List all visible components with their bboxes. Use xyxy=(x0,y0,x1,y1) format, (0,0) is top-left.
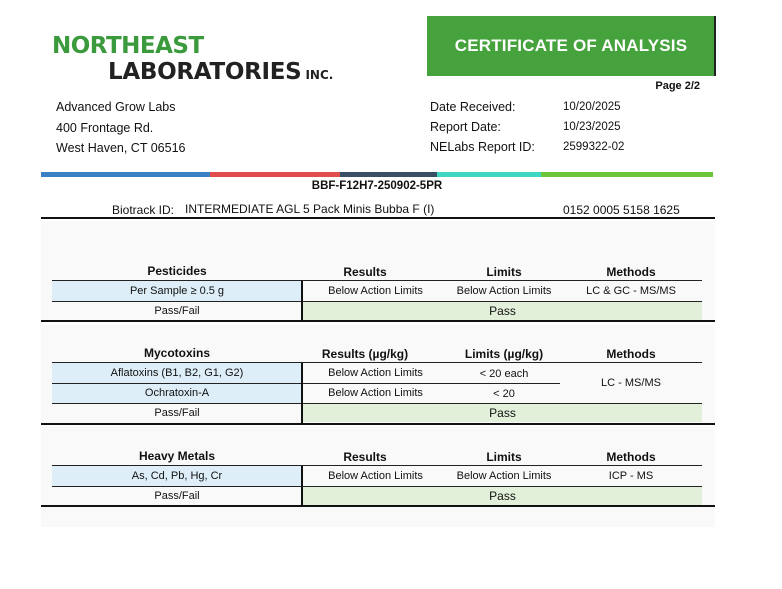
pesticides-header: Pesticides xyxy=(147,264,207,278)
pesticides-methods-header: Methods xyxy=(606,265,656,279)
product-name: INTERMEDIATE AGL 5 Pack Minis Bubba F (I) xyxy=(185,202,435,216)
pesticides-limit: Below Action Limits xyxy=(456,285,552,297)
color-bar-red xyxy=(210,172,340,177)
pesticides-pass-value: Pass xyxy=(489,304,516,318)
heavy-metals-method: ICP - MS xyxy=(608,470,654,482)
heavy-metals-pass-value: Pass xyxy=(489,489,516,503)
pesticides-pass-label: Pass/Fail xyxy=(154,305,200,317)
heavy-metals-pass-label: Pass/Fail xyxy=(154,490,200,502)
mycotoxin-aflatoxins-limit: < 20 each xyxy=(479,368,529,380)
logo-line2-text: LABORATORIES xyxy=(108,59,302,85)
column-divider xyxy=(301,363,303,423)
client-name: Advanced Grow Labs xyxy=(56,100,176,114)
report-id-label: NELabs Report ID: xyxy=(430,140,535,154)
sample-id: BBF-F12H7-250902-5PR xyxy=(311,180,443,192)
title-edge xyxy=(714,16,716,76)
certificate-title: CERTIFICATE OF ANALYSIS xyxy=(427,16,715,76)
logo-line1: NORTHEAST xyxy=(52,33,204,59)
color-bar-green xyxy=(541,172,713,177)
mycotoxin-aflatoxins-result: Below Action Limits xyxy=(328,367,423,379)
heavy-metals-limit: Below Action Limits xyxy=(456,470,552,482)
column-divider xyxy=(301,281,303,321)
pesticides-method: LC & GC - MS/MS xyxy=(586,285,676,297)
section-divider xyxy=(41,423,715,425)
pesticides-limits-header: Limits xyxy=(486,265,522,279)
heavy-metals-methods-header: Methods xyxy=(606,450,656,464)
mycotoxins-pass-label: Pass/Fail xyxy=(154,407,200,419)
color-bar-slate xyxy=(340,172,437,177)
mycotoxins-method: LC - MS/MS xyxy=(601,377,661,389)
heavy-metals-result: Below Action Limits xyxy=(328,470,423,482)
biotrack-number: 0152 0005 5158 1625 xyxy=(563,203,680,217)
color-bar xyxy=(41,172,713,177)
pesticides-result: Below Action Limits xyxy=(328,285,423,297)
mycotoxins-methods-header: Methods xyxy=(606,347,656,361)
date-received-value: 10/20/2025 xyxy=(563,101,621,113)
pesticides-results-header: Results xyxy=(343,265,387,279)
logo-suffix: INC. xyxy=(305,68,334,82)
report-date-value: 10/23/2025 xyxy=(563,121,621,133)
logo-line2 xyxy=(108,59,333,85)
mycotoxin-ochratoxin-result: Below Action Limits xyxy=(328,387,423,399)
mycotoxins-header: Mycotoxins xyxy=(143,346,210,360)
section-divider xyxy=(41,320,715,322)
section-divider xyxy=(41,505,715,507)
color-bar-teal xyxy=(437,172,541,177)
client-street: 400 Frontage Rd. xyxy=(56,121,154,135)
pesticides-sample: Per Sample ≥ 0.5 g xyxy=(129,285,225,297)
page-number: Page 2/2 xyxy=(655,80,700,92)
table-rule xyxy=(52,383,560,384)
mycotoxins-results-header: Results (µg/kg) xyxy=(321,347,409,361)
mycotoxins-pass-value: Pass xyxy=(489,406,516,420)
heavy-metals-header: Heavy Metals xyxy=(138,449,216,463)
biotrack-label: Biotrack ID: xyxy=(112,203,175,217)
mycotoxin-ochratoxin-limit: < 20 xyxy=(493,388,515,400)
heavy-metals-analytes: As, Cd, Pb, Hg, Cr xyxy=(131,470,223,482)
report-id-value: 2599322-02 xyxy=(563,141,625,153)
mycotoxins-limits-header: Limits (µg/kg) xyxy=(464,347,544,361)
color-bar-blue xyxy=(41,172,210,177)
date-received-label: Date Received: xyxy=(430,100,516,114)
divider xyxy=(41,217,715,219)
mycotoxin-aflatoxins: Aflatoxins (B1, B2, G1, G2) xyxy=(110,367,244,379)
column-divider xyxy=(301,466,303,506)
mycotoxin-ochratoxin: Ochratoxin-A xyxy=(144,387,210,399)
heavy-metals-results-header: Results xyxy=(343,450,387,464)
report-date-label: Report Date: xyxy=(430,120,501,134)
client-city: West Haven, CT 06516 xyxy=(56,141,186,155)
heavy-metals-limits-header: Limits xyxy=(486,450,522,464)
